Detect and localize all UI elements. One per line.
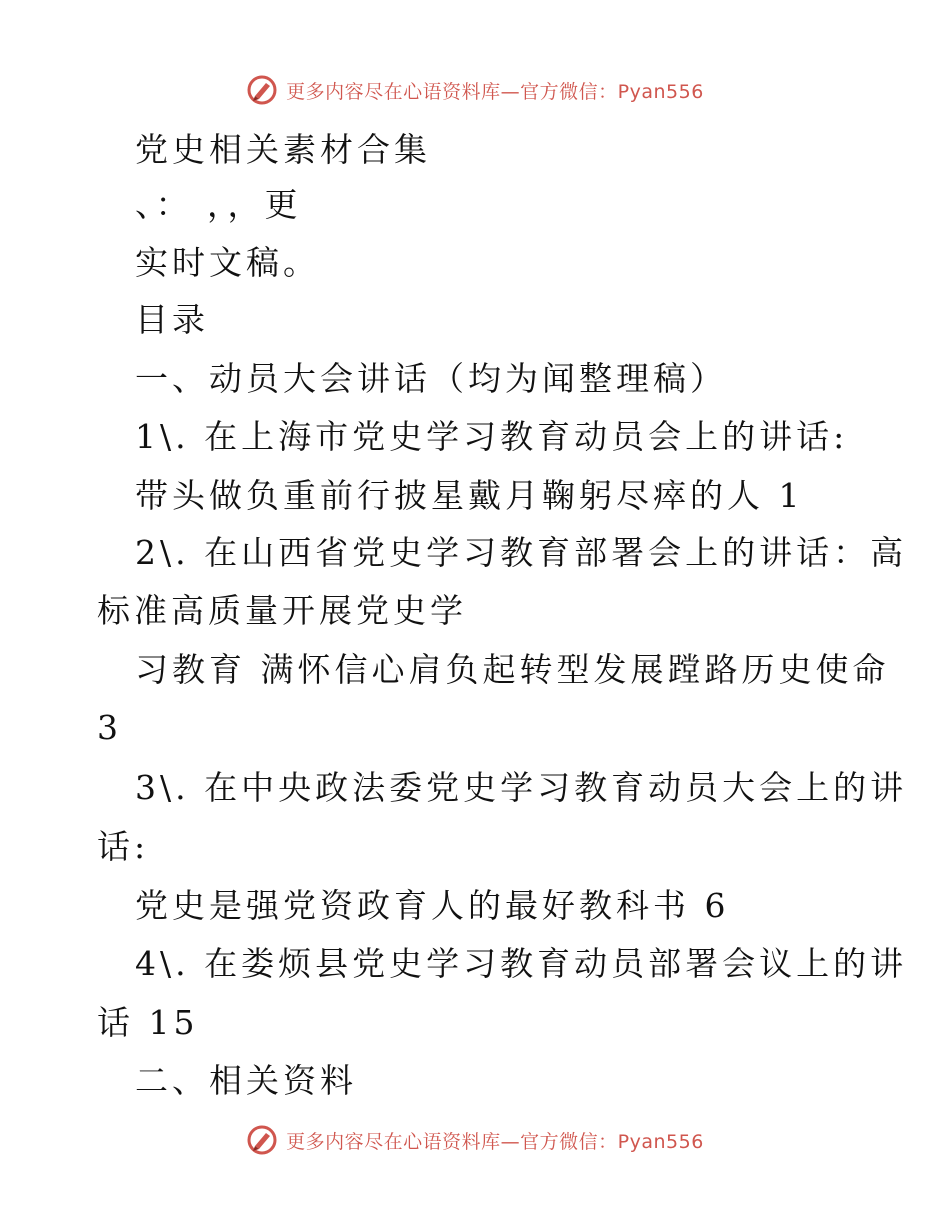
toc-entry: 3\. 在中央政法委党史学习教育动员大会上的讲 xyxy=(135,768,908,807)
toc-entry: 话 15 xyxy=(97,1003,199,1042)
pen-logo-icon xyxy=(246,74,278,106)
header-banner xyxy=(0,70,950,110)
banner-text: 更多内容尽在心语资料库—官方微信：Pyan556 xyxy=(286,80,704,103)
toc-entry: 党史是强党资政育人的最好教科书 6 xyxy=(135,886,730,925)
toc-entry: 标准高质量开展党史学 xyxy=(97,591,467,630)
toc-section-heading: 二、相关资料 xyxy=(135,1061,357,1100)
toc-entry: 2\. 在山西省党史学习教育部署会上的讲话：高 xyxy=(135,533,908,572)
document-line: 、： ，，更 xyxy=(135,185,302,224)
document-line: 实时文稿。 xyxy=(135,243,320,282)
toc-entry: 带头做负重前行披星戴月鞠躬尽瘁的人 1 xyxy=(135,476,804,515)
footer-banner xyxy=(0,1120,950,1160)
document-title: 党史相关素材合集 xyxy=(135,130,431,169)
toc-entry: 1\. 在上海市党史学习教育动员会上的讲话: xyxy=(135,417,849,456)
toc-page-number: 3 xyxy=(97,708,122,747)
toc-entry: 话: xyxy=(97,827,150,866)
banner-text: 更多内容尽在心语资料库—官方微信：Pyan556 xyxy=(286,1130,704,1153)
pen-logo-icon xyxy=(246,1124,278,1156)
toc-entry: 习教育 满怀信心肩负起转型发展蹚路历史使命 xyxy=(135,650,890,689)
toc-entry: 4\. 在娄烦县党史学习教育动员部署会议上的讲 xyxy=(135,944,908,983)
toc-heading: 目录 xyxy=(135,300,209,339)
toc-section-heading: 一、动员大会讲话（均为闻整理稿） xyxy=(135,359,727,398)
